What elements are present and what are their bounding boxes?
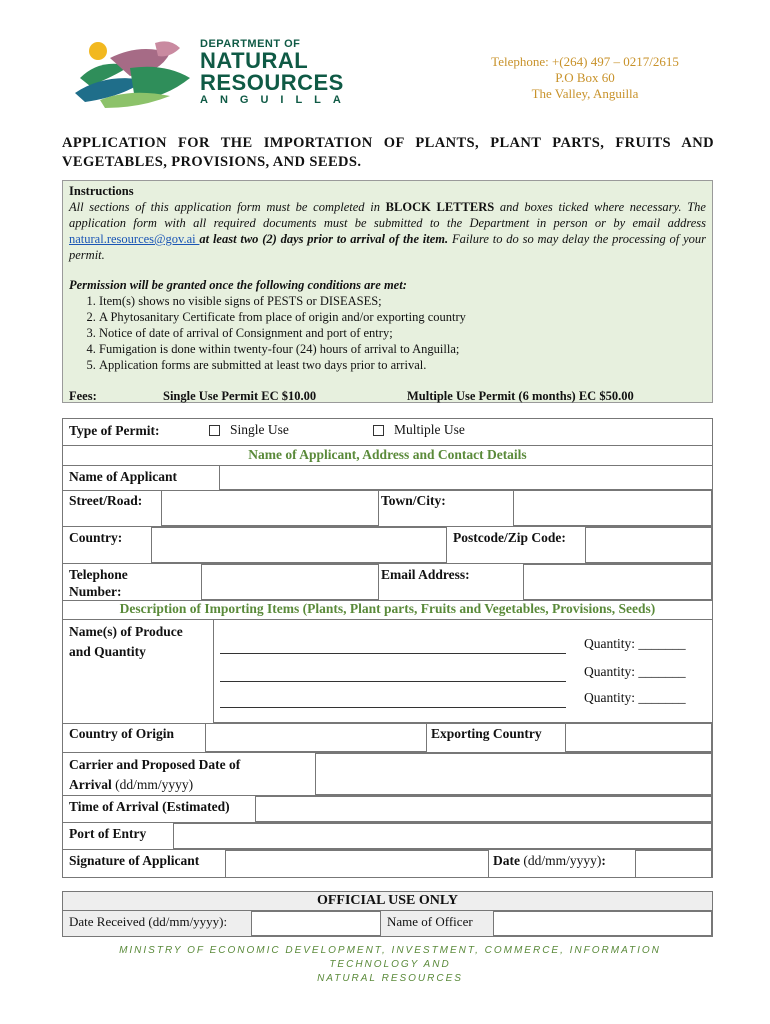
contact-block: [470, 54, 700, 102]
carrier-label-2: Arrival: [69, 777, 112, 792]
postcode-label: Postcode/Zip Code:: [453, 530, 566, 545]
country-postcode-row: [63, 527, 712, 564]
name-of-applicant-row: [63, 465, 712, 491]
produce-line-2[interactable]: [220, 681, 566, 682]
carrier-row: [63, 753, 712, 796]
telephone-label-1: Telephone: [69, 567, 128, 582]
port-of-entry-row: [63, 823, 712, 850]
country-of-origin-label: Country of Origin: [69, 726, 175, 741]
port-of-entry-input[interactable]: [173, 823, 712, 849]
contact-pobox: P.O Box 60: [555, 70, 615, 85]
option-single-use[interactable]: [209, 422, 289, 438]
instructions-text-a: All sections of this application form must be completed in: [69, 200, 386, 214]
logo-wordmark: [200, 38, 353, 106]
application-form: [62, 418, 713, 878]
produce-label: [69, 622, 183, 662]
street-road-input[interactable]: [161, 490, 379, 526]
fees-label: Fees:: [69, 389, 97, 403]
name-of-officer-input[interactable]: [493, 911, 712, 936]
conditions-list: [69, 293, 706, 373]
date-label-bold: Date: [493, 853, 520, 868]
type-of-permit-row: [63, 419, 712, 446]
instructions-heading: Instructions: [69, 184, 134, 198]
time-of-arrival-row: [63, 796, 712, 823]
exporting-country-input[interactable]: [565, 723, 712, 752]
port-of-entry-label: Port of Entry: [69, 826, 147, 841]
street-road-label: Street/Road:: [69, 493, 143, 508]
name-of-officer-label: Name of Officer: [387, 914, 473, 929]
instructions-text-c: Failure to do so may delay the processing of your permit.: [69, 232, 706, 262]
single-use-checkbox[interactable]: [209, 425, 220, 436]
multiple-use-label: Multiple Use: [394, 422, 465, 437]
origin-exporting-row: [63, 723, 712, 753]
logo-line1: DEPARTMENT OF: [200, 38, 301, 50]
section-applicant-heading: Name of Applicant, Address and Contact Details: [248, 447, 527, 462]
telephone-label: [69, 566, 128, 600]
single-use-label: Single Use: [230, 422, 289, 437]
contact-address: The Valley, Anguilla: [531, 86, 639, 101]
date-input[interactable]: [635, 850, 712, 878]
condition-item: 2. A Phytosanitary Certificate from place of origin and/or exporting country: [99, 309, 706, 325]
condition-item: 3. Notice of date of arrival of Consignment and port of entry;: [99, 325, 706, 341]
quantity-2[interactable]: Quantity: _______: [584, 664, 686, 679]
country-label: Country:: [69, 530, 123, 545]
name-of-applicant-input[interactable]: [219, 465, 713, 490]
quantity-3[interactable]: Quantity: _______: [584, 690, 686, 705]
country-input[interactable]: [151, 527, 447, 563]
condition-item: 5. Application forms are submitted at least two days prior to arrival.: [99, 357, 706, 373]
email-address-label: Email Address:: [381, 567, 470, 582]
fees-row: [69, 388, 709, 404]
footer-ministry: [80, 944, 700, 986]
fee-single: Single Use Permit EC $10.00: [163, 389, 317, 403]
produce-input-area[interactable]: [213, 619, 713, 723]
instructions-text-b: and boxes ticked where necessary. The application form with all required documents must be submitted to the Department in person or by email address: [69, 200, 706, 230]
conditions-heading: Permission will be granted once the following conditions are met:: [69, 278, 407, 292]
date-label-format: (dd/mm/yyyy): [520, 853, 602, 868]
produce-line-1[interactable]: [220, 653, 566, 654]
date-label-colon: :: [601, 853, 606, 868]
produce-line-3[interactable]: [220, 707, 566, 708]
condition-item: 4. Fumigation is done within twenty-four (24) hours of arrival to Anguilla;: [99, 341, 706, 357]
time-of-arrival-input[interactable]: [255, 796, 712, 822]
quantity-1[interactable]: Quantity: _______: [584, 636, 686, 651]
option-multiple-use[interactable]: [373, 422, 465, 438]
instructions-block-letters: BLOCK LETTERS: [385, 200, 495, 214]
country-of-origin-input[interactable]: [205, 723, 427, 752]
carrier-label-1: Carrier and Proposed Date of: [69, 757, 241, 772]
type-of-permit-label: Type of Permit:: [69, 423, 160, 438]
exporting-country-label: Exporting Country: [431, 726, 542, 741]
footer-line2: NATURAL RESOURCES: [317, 973, 463, 984]
time-of-arrival-label: Time of Arrival (Estimated): [69, 799, 230, 814]
signature-input[interactable]: [225, 850, 489, 878]
section-items-heading: Description of Importing Items (Plants, Plant parts, Fruits and Vegetables, Provisions, Seeds): [119, 601, 656, 616]
official-use-box: [62, 891, 713, 937]
instructions-deadline: at least two (2) days prior to arrival of the item.: [199, 232, 449, 246]
instructions-text: [69, 199, 706, 263]
signature-label: Signature of Applicant: [69, 853, 200, 868]
email-address-input[interactable]: [523, 564, 712, 600]
logo-line2: NATURAL: [200, 48, 309, 73]
telephone-label-2: Number:: [69, 584, 122, 599]
fee-multiple: Multiple Use Permit (6 months) EC $50.00: [407, 389, 634, 403]
multiple-use-checkbox[interactable]: [373, 425, 384, 436]
carrier-input[interactable]: [315, 753, 712, 795]
name-of-applicant-label: Name of Applicant: [69, 469, 177, 484]
telephone-email-row: [63, 564, 712, 601]
date-received-input[interactable]: [251, 911, 381, 936]
produce-label-1: Name(s) of Produce: [69, 624, 183, 639]
condition-item: 1. Item(s) shows no visible signs of PESTS or DISEASES;: [99, 293, 706, 309]
signature-date-row: [63, 850, 712, 878]
official-use-fields: [63, 911, 712, 936]
carrier-label: [69, 755, 240, 795]
carrier-label-format: (dd/mm/yyyy): [111, 777, 194, 792]
natural-resources-logo-icon: [70, 38, 195, 108]
date-received-label: Date Received (dd/mm/yyyy):: [69, 914, 228, 929]
contact-telephone: Telephone: +(264) 497 – 0217/2615: [491, 54, 679, 69]
logo-line4: ANGUILLA: [200, 94, 353, 106]
logo-line3: RESOURCES: [200, 70, 344, 95]
form-title: APPLICATION FOR THE IMPORTATION OF PLANTS, PLANT PARTS, FRUITS AND VEGETABLES, PROVISIONS, AND SEEDS.: [62, 135, 714, 170]
telephone-input[interactable]: [201, 564, 379, 600]
town-city-label: Town/City:: [381, 493, 446, 508]
produce-row: [63, 619, 712, 724]
footer-line1: MINISTRY OF ECONOMIC DEVELOPMENT, INVESTMENT, COMMERCE, INFORMATION TECHNOLOGY AND: [119, 945, 661, 970]
instructions-box: [62, 180, 713, 403]
email-link[interactable]: natural.resources@gov.ai: [69, 232, 200, 246]
department-logo: [70, 38, 353, 108]
town-city-input[interactable]: [513, 490, 712, 526]
date-label: [493, 852, 606, 870]
postcode-input[interactable]: [585, 527, 712, 563]
official-use-heading: OFFICIAL USE ONLY: [63, 892, 712, 911]
produce-label-2: and Quantity: [69, 644, 146, 659]
street-town-row: [63, 490, 712, 527]
